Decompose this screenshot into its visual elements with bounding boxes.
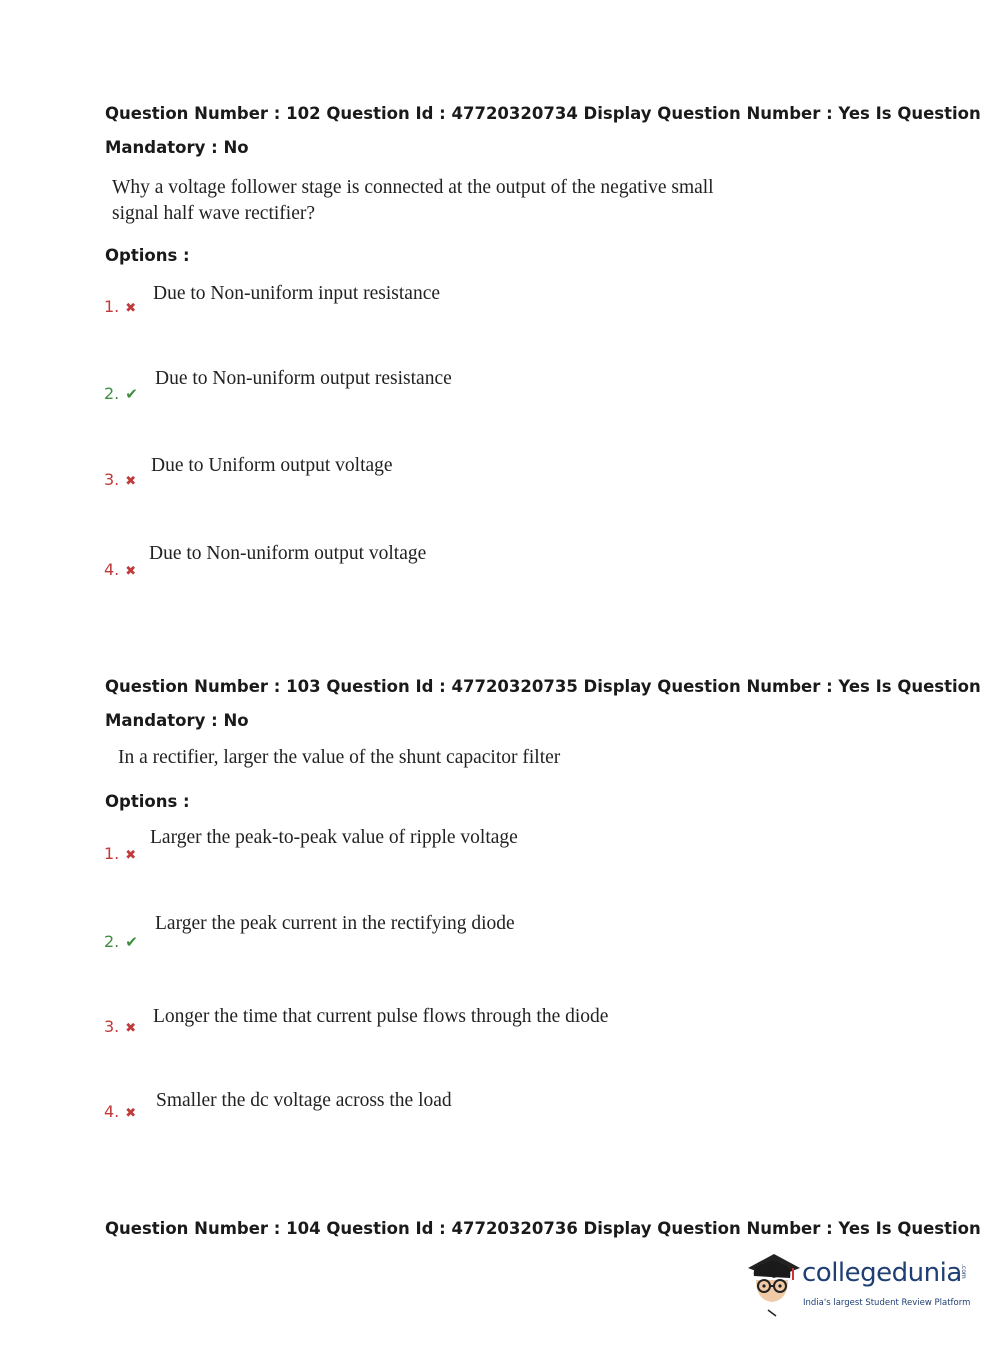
question-102-text-line1: Why a voltage follower stage is connected at the output of the negative small <box>112 177 714 198</box>
cross-icon: ✖ <box>125 1021 137 1036</box>
q103-option-1-number: 1. ✖ <box>104 844 137 863</box>
q102-option-3-text: Due to Uniform output voltage <box>151 455 393 476</box>
question-103-options-label: Options : <box>105 792 190 811</box>
logo-wordmark: collegedunia <box>802 1258 962 1288</box>
q102-option-1-text: Due to Non-uniform input resistance <box>153 283 441 304</box>
q102-option-3-number: 3. ✖ <box>104 470 137 489</box>
q103-option-4-text: Smaller the dc voltage across the load <box>156 1090 452 1111</box>
cross-icon: ✖ <box>125 474 137 489</box>
question-102-options-label: Options : <box>105 246 190 265</box>
question-102-mandatory: Mandatory : No <box>105 138 249 157</box>
question-103-mandatory: Mandatory : No <box>105 711 249 730</box>
question-102-header: Question Number : 102 Question Id : 47720320734 Display Question Number : Yes Is Question <box>105 104 981 123</box>
q103-option-2-number: 2. ✔ <box>104 932 138 951</box>
logo-suffix: .com <box>960 1264 967 1279</box>
q102-option-4-number: 4. ✖ <box>104 560 137 579</box>
mascot-icon <box>742 1250 802 1320</box>
question-104-header: Question Number : 104 Question Id : 47720320736 Display Question Number : Yes Is Question <box>105 1219 981 1238</box>
logo-tagline: India's largest Student Review Platform <box>803 1298 971 1308</box>
question-103-text: In a rectifier, larger the value of the shunt capacitor filter <box>118 747 561 768</box>
q102-option-2-text: Due to Non-uniform output resistance <box>155 368 452 389</box>
q102-option-2-number: 2. ✔ <box>104 384 138 403</box>
question-103-header: Question Number : 103 Question Id : 47720320735 Display Question Number : Yes Is Question <box>105 677 981 696</box>
cross-icon: ✖ <box>125 1106 137 1121</box>
q103-option-1-text: Larger the peak-to-peak value of ripple voltage <box>150 827 518 848</box>
cross-icon: ✖ <box>125 848 137 863</box>
q103-option-3-text: Longer the time that current pulse flows through the diode <box>153 1006 609 1027</box>
q102-option-4-text: Due to Non-uniform output voltage <box>149 543 427 564</box>
cross-icon: ✖ <box>125 301 137 316</box>
q103-option-2-text: Larger the peak current in the rectifying diode <box>155 913 515 934</box>
check-icon: ✔ <box>125 385 138 403</box>
question-102-text-line2: signal half wave rectifier? <box>112 203 316 224</box>
cross-icon: ✖ <box>125 564 137 579</box>
check-icon: ✔ <box>125 933 138 951</box>
q103-option-4-number: 4. ✖ <box>104 1102 137 1121</box>
q103-option-3-number: 3. ✖ <box>104 1017 137 1036</box>
q102-option-1-number: 1. ✖ <box>104 297 137 316</box>
collegedunia-logo <box>742 1250 972 1320</box>
